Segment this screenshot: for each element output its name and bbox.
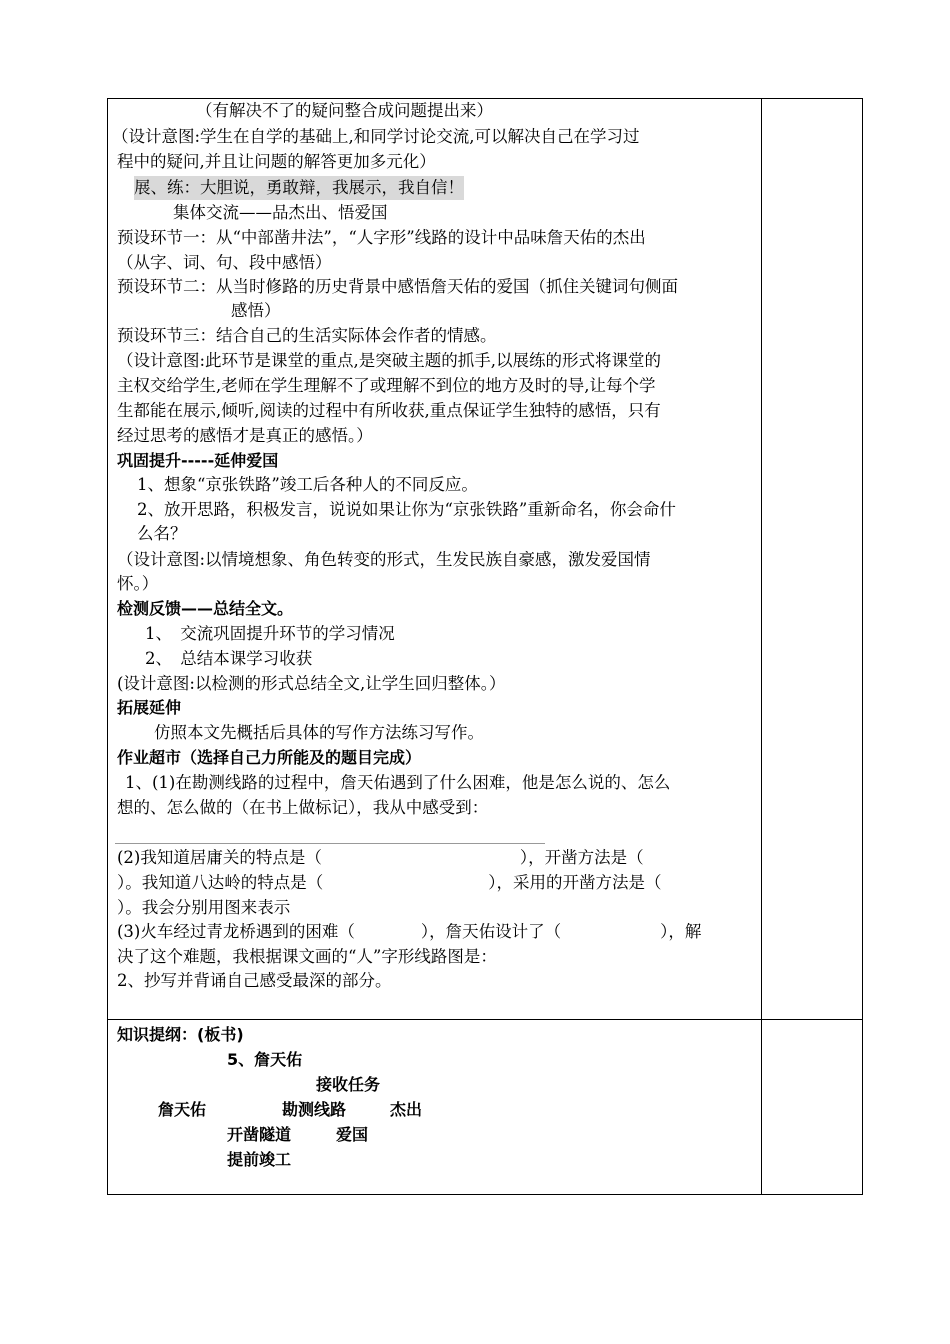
outline-quality: 爱国 (336, 1125, 369, 1144)
text-line: 1、(1)在勘测线路的过程中，詹天佑遇到了什么困难，他是怎么说的、怎么 (125, 773, 671, 792)
text-line: 程中的疑问,并且让问题的解答更加多元化） (117, 152, 436, 171)
text-line: 经过思考的感悟才是真正的感悟。） (117, 426, 373, 445)
text-line: 生都能在展示,倾听,阅读的过程中有所收获,重点保证学生独特的感悟，只有 (117, 401, 661, 420)
text-line: 决了这个难题，我根据课文画的“人”字形线路图是： (117, 947, 497, 966)
column-divider (761, 98, 762, 1195)
text-line: （设计意图:以情境想象、角色转变的形式，生发民族自豪感，激发爱国情 (117, 550, 651, 569)
text-line: （从字、词、句、段中感悟） (117, 253, 332, 272)
text-line: ）。我会分别用图来表示 (117, 898, 291, 917)
text-line: 仿照本文先概括后具体的写作方法练习写作。 (154, 723, 484, 742)
text-line: 2、抄写并背诵自己感受最深的部分。 (117, 971, 392, 990)
text-line: 预设环节一：从“中部凿井法”，“人字形”线路的设计中品味詹天佑的杰出 (117, 228, 646, 247)
text-line: (设计意图:以检测的形式总结全文,让学生回归整体。） (117, 674, 506, 693)
text-line: 预设环节二：从当时修路的历史背景中感悟詹天佑的爱国（抓住关键词句侧面 (117, 277, 678, 296)
outline-title: 5、詹天佑 (227, 1050, 303, 1069)
text-line: 么名？ (137, 524, 187, 543)
text-line: 怀。） (117, 574, 159, 593)
outline-item: 开凿隧道 (227, 1125, 292, 1144)
text-line: 感悟） (231, 301, 281, 320)
section-heading: 检测反馈——总结全文。 (117, 599, 294, 618)
text-line: (2)我知道居庸关的特点是（ ），开凿方法是（ (117, 848, 644, 867)
text-line: ）。我知道八达岭的特点是（ ），采用的开凿方法是（ (117, 873, 662, 892)
row-divider (107, 1019, 863, 1020)
text-line: 主权交给学生,老师在学生理解不了或理解不到位的地方及时的导,让每个学 (117, 376, 656, 395)
text-line: 想的、怎么做的（在书上做标记），我从中感受到： (117, 798, 489, 817)
answer-underline (115, 843, 545, 844)
section-heading: 拓展延伸 (117, 698, 182, 717)
text-line: （设计意图:学生在自学的基础上,和同学讨论交流,可以解决自己在学习过 (112, 127, 640, 146)
highlighted-line: 展、练：大胆说，勇敢辩，我展示，我自信！ (134, 176, 464, 200)
text-line: 2、放开思路，积极发言，说说如果让你为“京张铁路”重新命名，你会命什 (137, 500, 676, 519)
outline-item: 接收任务 (316, 1075, 381, 1094)
outline-item: 勘测线路 (282, 1100, 347, 1119)
outline-item: 提前竣工 (227, 1150, 292, 1169)
outline-center: 詹天佑 (158, 1100, 207, 1119)
text-line: (3)火车经过青龙桥遇到的困难（ ），詹天佑设计了（ ），解 (117, 922, 702, 941)
text-line: 预设环节三：结合自己的生活实际体会作者的情感。 (117, 326, 497, 345)
text-line: 2、 总结本课学习收获 (145, 649, 313, 668)
outline-quality: 杰出 (390, 1100, 423, 1119)
text-line: （设计意图:此环节是课堂的重点,是突破主题的抓手,以展练的形式将课堂的 (117, 351, 662, 370)
section-heading: 作业超市（选择自己力所能及的题目完成） (117, 748, 422, 767)
text-line: 集体交流——品杰出、悟爱国 (173, 203, 388, 222)
section-heading: 巩固提升-----延伸爱国 (117, 451, 279, 470)
text-line: （有解决不了的疑问整合成问题提出来） (196, 101, 493, 120)
outline-heading: 知识提纲：(板书) (117, 1025, 244, 1044)
text-line: 1、想象“京张铁路”竣工后各种人的不同反应。 (137, 475, 478, 494)
text-line: 1、 交流巩固提升环节的学习情况 (145, 624, 395, 643)
